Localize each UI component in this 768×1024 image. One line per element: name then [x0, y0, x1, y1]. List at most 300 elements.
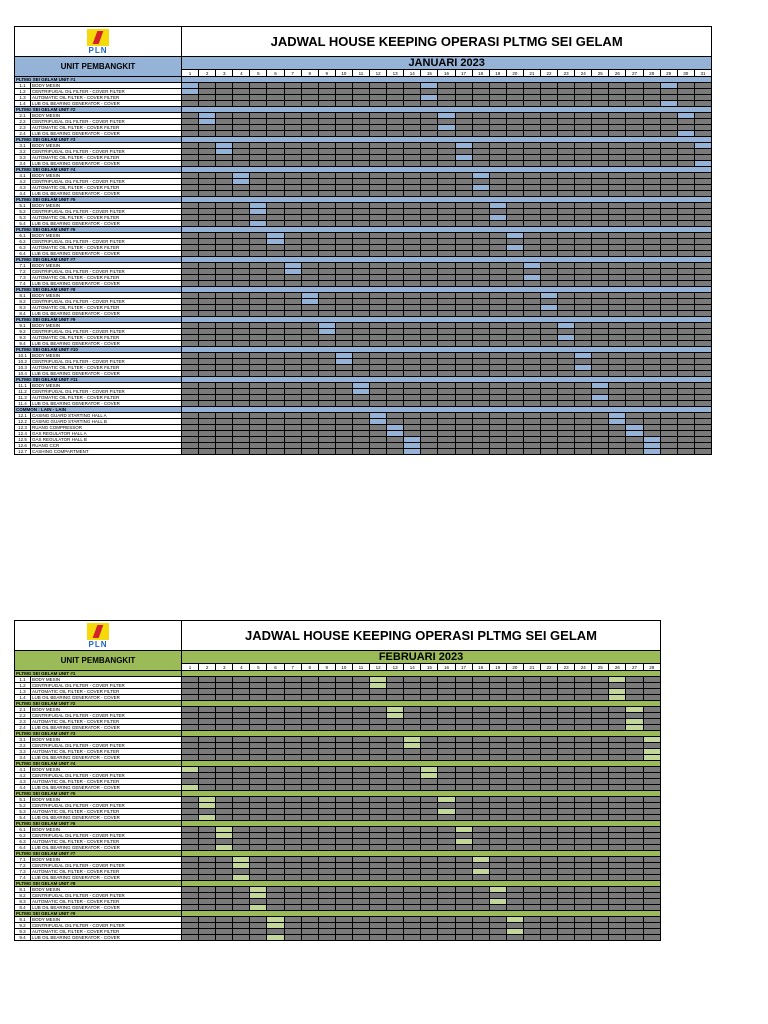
day-number: 18	[472, 664, 489, 671]
day-number: 20	[506, 664, 523, 671]
item-number: 3.1	[15, 143, 31, 149]
item-number: 6.1	[15, 827, 31, 833]
item-number: 1.4	[15, 101, 31, 107]
item-number: 9.4	[15, 341, 31, 347]
document-title: JADWAL HOUSE KEEPING OPERASI PLTMG SEI GELAM	[182, 27, 712, 57]
day-number: 2	[199, 70, 216, 77]
day-cell-empty	[318, 449, 335, 455]
section-title: PLTMG SEI GELAM UNIT #5	[15, 791, 182, 797]
day-number: 17	[455, 70, 472, 77]
item-number: 4.1	[15, 767, 31, 773]
item-label: AUTOMATIC OIL FILTER - COVER FILTER	[31, 899, 182, 905]
item-number: 7.3	[15, 869, 31, 875]
day-number: 25	[592, 664, 609, 671]
item-label: BODY MESIN	[31, 323, 182, 329]
day-number: 7	[284, 664, 301, 671]
item-label: LUB OIL BEARING GENERATOR - COVER	[31, 815, 182, 821]
item-label: BODY MESIN	[31, 263, 182, 269]
day-cell-empty	[182, 935, 199, 941]
pln-logo	[87, 29, 109, 55]
day-number: 26	[609, 664, 626, 671]
day-number: 5	[250, 70, 267, 77]
item-label: AUTOMATIC OIL FILTER - COVER FILTER	[31, 155, 182, 161]
day-cell-empty	[540, 449, 557, 455]
item-number: 8.2	[15, 299, 31, 305]
day-cell-empty	[506, 935, 523, 941]
scheduled-day-cell	[643, 449, 660, 455]
item-number: 5.4	[15, 221, 31, 227]
section-title: PLTMG SEI GELAM UNIT #10	[15, 347, 182, 353]
item-number: 11.4	[15, 401, 31, 407]
item-label: RUANG CCR	[31, 443, 182, 449]
day-cell-empty	[575, 449, 592, 455]
day-cell-empty	[472, 449, 489, 455]
item-number: 1.3	[15, 95, 31, 101]
section-title: PLTMG SEI GELAM UNIT #1	[15, 77, 182, 83]
item-label: BODY MESIN	[31, 917, 182, 923]
item-number: 2.2	[15, 119, 31, 125]
item-label: LUB OIL BEARING GENERATOR - COVER	[31, 371, 182, 377]
item-number: 8.2	[15, 893, 31, 899]
day-cell-empty	[387, 935, 404, 941]
item-label: BODY MESIN	[31, 173, 182, 179]
day-number: 17	[455, 664, 472, 671]
item-label: BODY MESIN	[31, 383, 182, 389]
item-number: 5.2	[15, 803, 31, 809]
item-label: CENTRIFUGAL OIL FILTER - COVER FILTER	[31, 833, 182, 839]
section-title: PLTMG SEI GELAM UNIT #8	[15, 881, 182, 887]
header-row	[15, 651, 661, 664]
day-number: 28	[643, 664, 660, 671]
day-cell-empty	[370, 935, 387, 941]
day-number: 11	[352, 664, 369, 671]
day-cell-empty	[284, 449, 301, 455]
day-number: 2	[199, 664, 216, 671]
item-number: 6.3	[15, 245, 31, 251]
section-title: COMMON : LAIN - LAIN	[15, 407, 182, 413]
day-number: 26	[609, 70, 626, 77]
item-label: AUTOMATIC OIL FILTER - COVER FILTER	[31, 809, 182, 815]
item-number: 2.1	[15, 707, 31, 713]
day-cell-empty	[438, 449, 455, 455]
unit-pembangkit-header: UNIT PEMBANGKIT	[15, 57, 182, 77]
day-number: 19	[489, 70, 506, 77]
item-label: LUB OIL BEARING GENERATOR - COVER	[31, 281, 182, 287]
day-number: 22	[540, 70, 557, 77]
item-label: CENTRIFUGAL OIL FILTER - COVER FILTER	[31, 119, 182, 125]
item-label: CENTRIFUGAL OIL FILTER - COVER FILTER	[31, 773, 182, 779]
item-label: AUTOMATIC OIL FILTER - COVER FILTER	[31, 215, 182, 221]
day-number: 24	[575, 664, 592, 671]
item-number: 7.1	[15, 263, 31, 269]
day-cell-empty	[455, 449, 472, 455]
item-label: CENTRIFUGAL OIL FILTER - COVER FILTER	[31, 209, 182, 215]
item-label: LUB OIL BEARING GENERATOR - COVER	[31, 101, 182, 107]
item-label: RUANG COMPRESSOR	[31, 425, 182, 431]
section-title: PLTMG SEI GELAM UNIT #2	[15, 107, 182, 113]
day-number: 19	[489, 664, 506, 671]
item-label: LUB OIL BEARING GENERATOR - COVER	[31, 695, 182, 701]
day-cell-empty	[421, 935, 438, 941]
item-number: 6.3	[15, 839, 31, 845]
item-label: BODY MESIN	[31, 203, 182, 209]
day-cell-empty	[677, 449, 694, 455]
item-number: 4.4	[15, 785, 31, 791]
item-label: AUTOMATIC OIL FILTER - COVER FILTER	[31, 779, 182, 785]
item-label: LUB OIL BEARING GENERATOR - COVER	[31, 905, 182, 911]
item-number: 2.2	[15, 713, 31, 719]
day-number: 14	[404, 70, 421, 77]
item-number: 1.2	[15, 683, 31, 689]
item-label: LUB OIL BEARING GENERATOR - COVER	[31, 191, 182, 197]
item-number: 5.3	[15, 809, 31, 815]
day-number: 21	[523, 70, 540, 77]
item-number: 1.1	[15, 83, 31, 89]
item-label: CASHING COMPARTMENT	[31, 449, 182, 455]
item-label: CENTRIFUGAL OIL FILTER - COVER FILTER	[31, 89, 182, 95]
day-number: 23	[558, 664, 575, 671]
item-label: AUTOMATIC OIL FILTER - COVER FILTER	[31, 245, 182, 251]
day-number: 11	[352, 70, 369, 77]
item-label: BODY MESIN	[31, 113, 182, 119]
table-row	[15, 935, 661, 941]
item-label: AUTOMATIC OIL FILTER - COVER FILTER	[31, 749, 182, 755]
logo-text: PLN	[88, 45, 108, 55]
day-cell-empty	[370, 449, 387, 455]
item-label: BODY MESIN	[31, 887, 182, 893]
item-number: 9.1	[15, 323, 31, 329]
item-number: 8.3	[15, 305, 31, 311]
item-number: 9.1	[15, 917, 31, 923]
item-label: CENTRIFUGAL OIL FILTER - COVER FILTER	[31, 299, 182, 305]
day-cell-empty	[199, 449, 216, 455]
item-number: 3.4	[15, 161, 31, 167]
day-number: 12	[370, 70, 387, 77]
day-number: 27	[626, 70, 643, 77]
item-label: LUB OIL BEARING GENERATOR - COVER	[31, 251, 182, 257]
item-label: CENTRIFUGAL OIL FILTER - COVER FILTER	[31, 149, 182, 155]
item-number: 3.3	[15, 155, 31, 161]
item-label: LUB OIL BEARING GENERATOR - COVER	[31, 221, 182, 227]
day-cell-empty	[558, 449, 575, 455]
item-label: CENTRIFUGAL OIL FILTER - COVER FILTER	[31, 389, 182, 395]
day-number: 4	[233, 70, 250, 77]
item-number: 4.1	[15, 173, 31, 179]
item-label: LUB OIL BEARING GENERATOR - COVER	[31, 401, 182, 407]
day-number: 29	[660, 70, 677, 77]
day-number: 31	[694, 70, 711, 77]
day-number: 18	[472, 70, 489, 77]
lightning-logo-icon	[87, 623, 109, 640]
item-number: 7.2	[15, 863, 31, 869]
item-label: CENTRIFUGAL OIL FILTER - COVER FILTER	[31, 359, 182, 365]
title-row	[15, 27, 712, 57]
item-number: 9.2	[15, 329, 31, 335]
day-number: 6	[267, 664, 284, 671]
item-number: 3.4	[15, 755, 31, 761]
day-cell-empty	[216, 449, 233, 455]
item-number: 4.3	[15, 185, 31, 191]
day-cell-empty	[250, 935, 267, 941]
item-number: 1.3	[15, 689, 31, 695]
item-number: 10.4	[15, 371, 31, 377]
item-number: 5.4	[15, 815, 31, 821]
pln-logo	[87, 623, 109, 649]
unit-pembangkit-header: UNIT PEMBANGKIT	[15, 651, 182, 671]
day-cell-empty	[455, 935, 472, 941]
section-title: PLTMG SEI GELAM UNIT #4	[15, 167, 182, 173]
item-number: 4.4	[15, 191, 31, 197]
item-number: 11.3	[15, 395, 31, 401]
day-number: 16	[438, 664, 455, 671]
item-label: AUTOMATIC OIL FILTER - COVER FILTER	[31, 125, 182, 131]
item-number: 9.3	[15, 929, 31, 935]
item-label: BODY MESIN	[31, 857, 182, 863]
day-number: 13	[387, 664, 404, 671]
item-number: 8.4	[15, 311, 31, 317]
item-label: LUB OIL BEARING GENERATOR - COVER	[31, 935, 182, 941]
day-cell-empty	[267, 449, 284, 455]
item-number: 7.2	[15, 269, 31, 275]
item-number: 2.3	[15, 125, 31, 131]
item-number: 12.5	[15, 437, 31, 443]
item-number: 12.1	[15, 413, 31, 419]
item-label: CENTRIFUGAL OIL FILTER - COVER FILTER	[31, 893, 182, 899]
item-number: 1.1	[15, 677, 31, 683]
logo-text: PLN	[88, 639, 108, 649]
item-number: 10.2	[15, 359, 31, 365]
item-label: CENTRIFUGAL OIL FILTER - COVER FILTER	[31, 803, 182, 809]
day-cell-empty	[575, 935, 592, 941]
item-number: 6.1	[15, 233, 31, 239]
item-label: AUTOMATIC OIL FILTER - COVER FILTER	[31, 185, 182, 191]
day-number: 27	[626, 664, 643, 671]
day-cell-empty	[592, 449, 609, 455]
day-cell-empty	[626, 449, 643, 455]
day-number: 10	[335, 664, 352, 671]
day-cell-empty	[506, 449, 523, 455]
item-number: 12.7	[15, 449, 31, 455]
item-label: LUB OIL BEARING GENERATOR - COVER	[31, 785, 182, 791]
item-number: 6.2	[15, 239, 31, 245]
item-label: BODY MESIN	[31, 707, 182, 713]
day-cell-empty	[694, 449, 711, 455]
item-number: 11.1	[15, 383, 31, 389]
day-number: 4	[233, 664, 250, 671]
section-title: PLTMG SEI GELAM UNIT #5	[15, 197, 182, 203]
item-label: AUTOMATIC OIL FILTER - COVER FILTER	[31, 335, 182, 341]
day-cell-empty	[199, 935, 216, 941]
item-number: 10.1	[15, 353, 31, 359]
day-cell-empty	[318, 935, 335, 941]
item-number: 4.2	[15, 179, 31, 185]
month-header: JANUARI 2023	[182, 57, 712, 70]
day-cell-empty	[182, 449, 199, 455]
item-number: 7.3	[15, 275, 31, 281]
item-label: LUB OIL BEARING GENERATOR - COVER	[31, 161, 182, 167]
day-cell-empty	[626, 935, 643, 941]
item-number: 5.1	[15, 203, 31, 209]
header-row	[15, 57, 712, 70]
item-label: LUB OIL BEARING GENERATOR - COVER	[31, 755, 182, 761]
day-cell-empty	[352, 449, 369, 455]
item-label: BODY MESIN	[31, 827, 182, 833]
section-title: PLTMG SEI GELAM UNIT #11	[15, 377, 182, 383]
day-cell-empty	[609, 935, 626, 941]
section-title: PLTMG SEI GELAM UNIT #9	[15, 317, 182, 323]
item-label: LUB OIL BEARING GENERATOR - COVER	[31, 725, 182, 731]
item-number: 8.3	[15, 899, 31, 905]
item-label: BODY MESIN	[31, 293, 182, 299]
day-cell-empty	[233, 449, 250, 455]
item-number: 11.2	[15, 389, 31, 395]
table-row	[15, 449, 712, 455]
item-number: 6.4	[15, 845, 31, 851]
day-number: 8	[301, 70, 318, 77]
day-number: 3	[216, 70, 233, 77]
day-number: 12	[370, 664, 387, 671]
item-label: BODY MESIN	[31, 143, 182, 149]
item-label: CENTRIFUGAL OIL FILTER - COVER FILTER	[31, 863, 182, 869]
item-label: CASING GUARD STARTING HALL A	[31, 413, 182, 419]
day-cell-empty	[592, 935, 609, 941]
item-number: 12.3	[15, 425, 31, 431]
item-label: LUB OIL BEARING GENERATOR - COVER	[31, 311, 182, 317]
day-cell-empty	[558, 935, 575, 941]
month-header: FEBRUARI 2023	[182, 651, 661, 664]
day-cell-empty	[387, 449, 404, 455]
item-label: CENTRIFUGAL OIL FILTER - COVER FILTER	[31, 923, 182, 929]
day-cell-empty	[301, 449, 318, 455]
item-label: AUTOMATIC OIL FILTER - COVER FILTER	[31, 95, 182, 101]
section-title: PLTMG SEI GELAM UNIT #7	[15, 257, 182, 263]
item-number: 8.1	[15, 887, 31, 893]
day-number: 15	[421, 664, 438, 671]
item-label: LUB OIL BEARING GENERATOR - COVER	[31, 875, 182, 881]
item-number: 10.3	[15, 365, 31, 371]
day-cell-empty	[660, 449, 677, 455]
day-cell-empty	[523, 935, 540, 941]
day-cell-empty	[335, 935, 352, 941]
day-number: 9	[318, 664, 335, 671]
item-label: CASING GUARD STARTING HALL B	[31, 419, 182, 425]
item-number: 4.3	[15, 779, 31, 785]
item-label: CENTRIFUGAL OIL FILTER - COVER FILTER	[31, 179, 182, 185]
item-number: 12.4	[15, 431, 31, 437]
logo-cell	[15, 27, 182, 57]
day-cell-empty	[540, 935, 557, 941]
item-label: AUTOMATIC OIL FILTER - COVER FILTER	[31, 689, 182, 695]
item-label: AUTOMATIC OIL FILTER - COVER FILTER	[31, 839, 182, 845]
day-cell-empty	[284, 935, 301, 941]
day-cell-empty	[438, 935, 455, 941]
logo-cell	[15, 621, 182, 651]
item-label: CENTRIFUGAL OIL FILTER - COVER FILTER	[31, 743, 182, 749]
item-number: 9.2	[15, 923, 31, 929]
item-label: CENTRIFUGAL OIL FILTER - COVER FILTER	[31, 713, 182, 719]
day-number: 9	[318, 70, 335, 77]
item-number: 2.4	[15, 131, 31, 137]
item-number: 6.4	[15, 251, 31, 257]
item-number: 5.1	[15, 797, 31, 803]
item-label: AUTOMATIC OIL FILTER - COVER FILTER	[31, 929, 182, 935]
item-label: AUTOMATIC OIL FILTER - COVER FILTER	[31, 869, 182, 875]
item-label: LUB OIL BEARING GENERATOR - COVER	[31, 845, 182, 851]
day-number: 10	[335, 70, 352, 77]
section-title: PLTMG SEI GELAM UNIT #1	[15, 671, 182, 677]
day-cell-empty	[609, 449, 626, 455]
item-number: 7.4	[15, 875, 31, 881]
day-cell-empty	[233, 935, 250, 941]
document-title: JADWAL HOUSE KEEPING OPERASI PLTMG SEI GELAM	[182, 621, 661, 651]
item-label: AUTOMATIC OIL FILTER - COVER FILTER	[31, 365, 182, 371]
item-number: 9.4	[15, 935, 31, 941]
day-number: 30	[677, 70, 694, 77]
item-label: CENTRIFUGAL OIL FILTER - COVER FILTER	[31, 269, 182, 275]
schedule-table-january	[14, 26, 712, 455]
section-title: PLTMG SEI GELAM UNIT #8	[15, 287, 182, 293]
item-label: BODY MESIN	[31, 767, 182, 773]
title-row	[15, 621, 661, 651]
item-number: 1.4	[15, 695, 31, 701]
item-label: AUTOMATIC OIL FILTER - COVER FILTER	[31, 275, 182, 281]
item-label: GAS REGULATOR HALL A	[31, 431, 182, 437]
item-label: BODY MESIN	[31, 737, 182, 743]
day-cell-empty	[301, 935, 318, 941]
day-cell-empty	[216, 935, 233, 941]
item-label: BODY MESIN	[31, 83, 182, 89]
day-number: 20	[506, 70, 523, 77]
item-number: 1.2	[15, 89, 31, 95]
day-number: 6	[267, 70, 284, 77]
day-cell-empty	[523, 449, 540, 455]
day-cell-empty	[250, 449, 267, 455]
item-number: 9.3	[15, 335, 31, 341]
section-title: PLTMG SEI GELAM UNIT #2	[15, 701, 182, 707]
item-label: BODY MESIN	[31, 797, 182, 803]
item-number: 3.2	[15, 743, 31, 749]
day-number: 22	[540, 664, 557, 671]
item-label: LUB OIL BEARING GENERATOR - COVER	[31, 131, 182, 137]
day-number: 25	[592, 70, 609, 77]
day-cell-empty	[643, 935, 660, 941]
item-label: GAS REGULATOR HALL B	[31, 437, 182, 443]
day-cell-empty	[404, 935, 421, 941]
section-title: PLTMG SEI GELAM UNIT #6	[15, 821, 182, 827]
day-number: 24	[575, 70, 592, 77]
item-number: 8.4	[15, 905, 31, 911]
item-number: 6.2	[15, 833, 31, 839]
item-label: BODY MESIN	[31, 677, 182, 683]
item-number: 2.3	[15, 719, 31, 725]
section-title: PLTMG SEI GELAM UNIT #7	[15, 851, 182, 857]
item-number: 3.2	[15, 149, 31, 155]
section-title: PLTMG SEI GELAM UNIT #6	[15, 227, 182, 233]
item-number: 8.1	[15, 293, 31, 299]
day-number: 8	[301, 664, 318, 671]
scheduled-day-cell	[267, 935, 284, 941]
day-number: 1	[182, 664, 199, 671]
day-number: 28	[643, 70, 660, 77]
day-number: 14	[404, 664, 421, 671]
item-label: BODY MESIN	[31, 353, 182, 359]
day-cell-empty	[472, 935, 489, 941]
item-label: AUTOMATIC OIL FILTER - COVER FILTER	[31, 305, 182, 311]
item-label: AUTOMATIC OIL FILTER - COVER FILTER	[31, 719, 182, 725]
lightning-logo-icon	[87, 29, 109, 46]
item-number: 7.4	[15, 281, 31, 287]
item-label: CENTRIFUGAL OIL FILTER - COVER FILTER	[31, 683, 182, 689]
